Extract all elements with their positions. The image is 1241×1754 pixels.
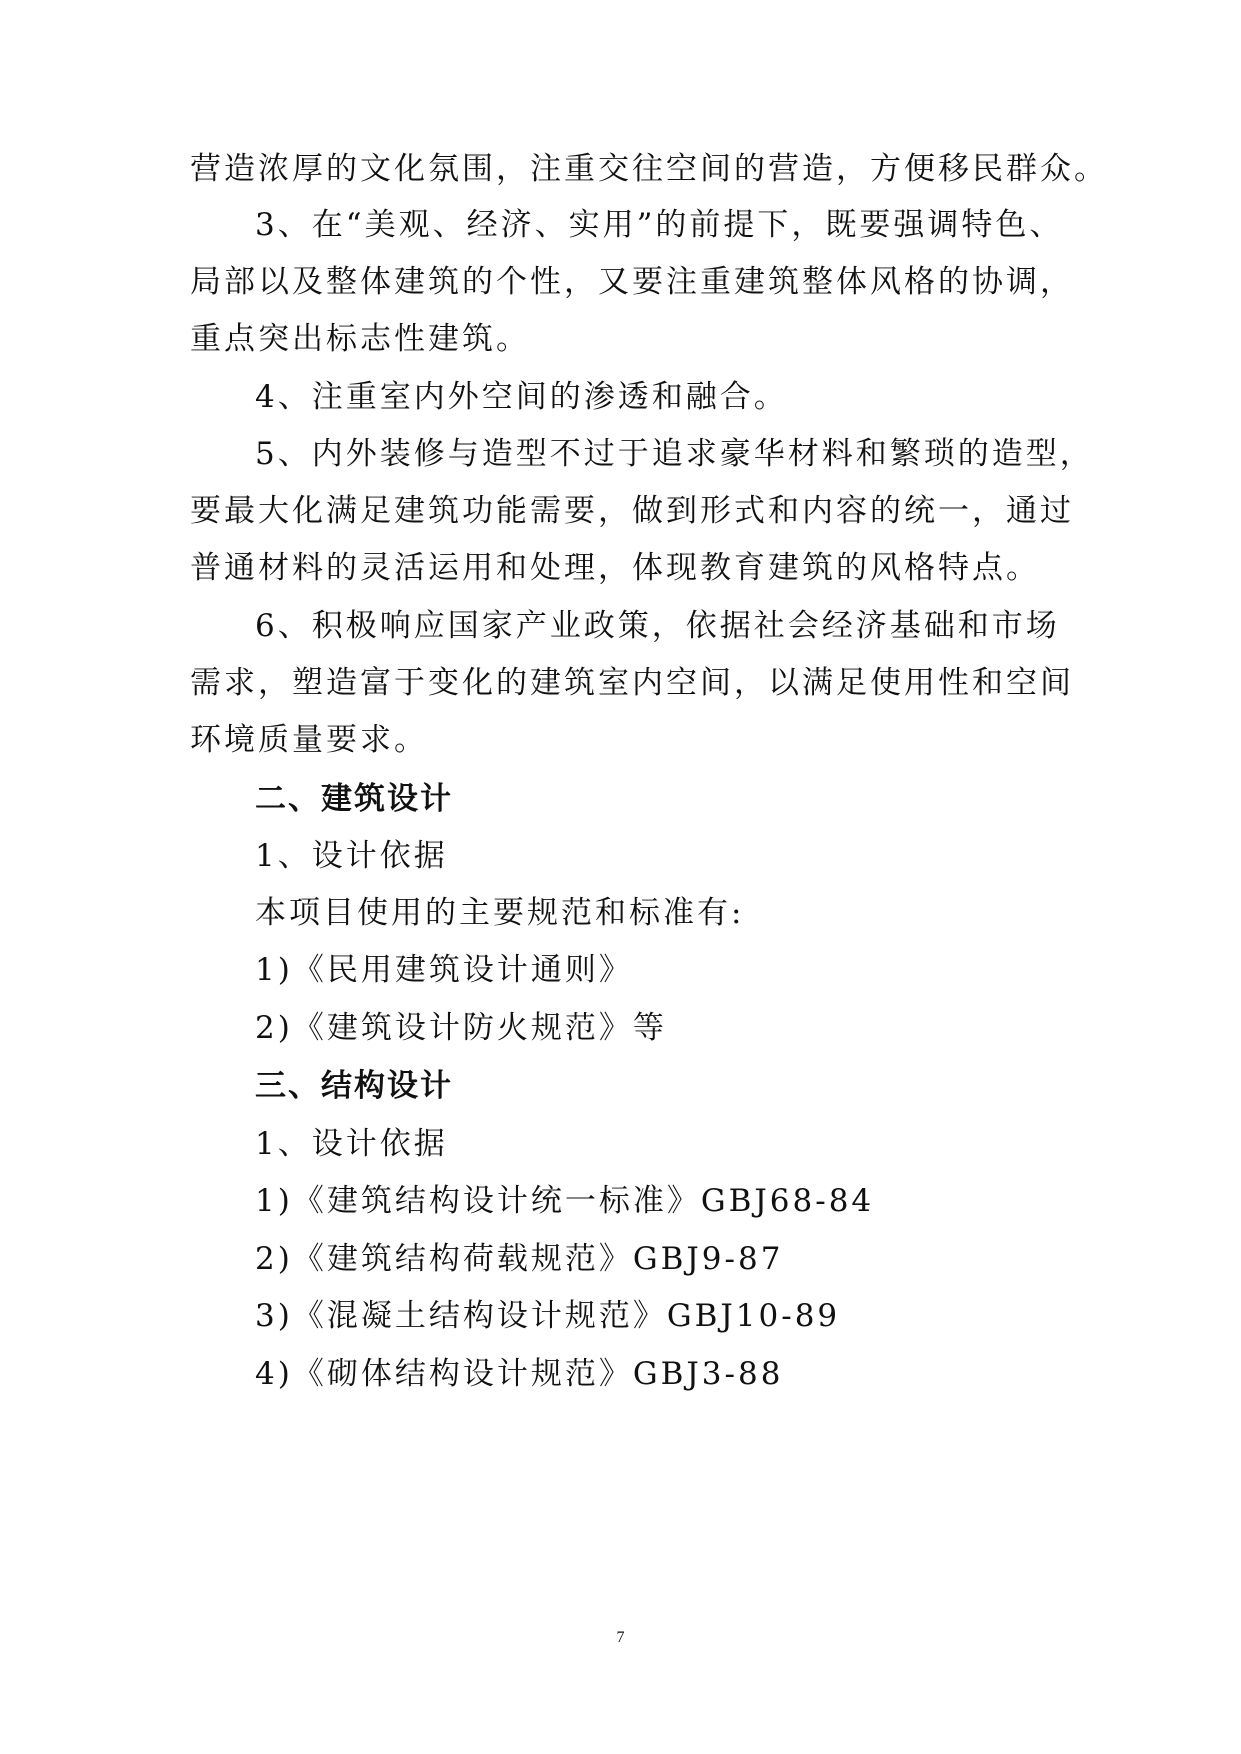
section-heading-architecture: 二、建筑设计 [255,781,453,817]
body-line-7: 要最大化满足建筑功能需要，做到形式和内容的统一，通过 [190,493,1074,529]
standard-item-1: 1)《民用建筑设计通则》 [255,952,633,988]
body-line-3: 局部以及整体建筑的个性，又要注重建筑整体风格的协调， [190,264,1074,300]
body-line-11: 环境质量要求。 [190,722,428,758]
body-line-10: 需求，塑造富于变化的建筑室内空间，以满足使用性和空间 [190,665,1074,701]
standard-item-2: 2)《建筑设计防火规范》等 [255,1010,667,1046]
list-item-3: 3、在“美观、经济、实用”的前提下，既要强调特色、 [255,207,1064,243]
structure-standard-item-3: 3)《混凝土结构设计规范》GBJ10-89 [255,1298,841,1334]
section-heading-structure: 三、结构设计 [255,1068,453,1104]
structure-standard-item-2: 2)《建筑结构荷载规范》GBJ9-87 [255,1241,784,1277]
list-item-6: 6、积极响应国家产业政策，依据社会经济基础和市场 [255,608,1060,644]
subheading-design-basis-1: 1、设计依据 [255,838,448,874]
structure-standard-item-1: 1)《建筑结构设计统一标准》GBJ68-84 [255,1183,875,1219]
standards-intro: 本项目使用的主要规范和标准有: [255,895,745,931]
body-line-4: 重点突出标志性建筑。 [190,321,530,357]
page-number: 7 [616,1629,625,1646]
list-item-5: 5、内外装修与造型不过于追求豪华材料和繁琐的造型， [255,436,1094,472]
body-line-8: 普通材料的灵活运用和处理，体现教育建筑的风格特点。 [190,550,1040,586]
structure-standard-item-4: 4)《砌体结构设计规范》GBJ3-88 [255,1356,784,1392]
list-item-4: 4、注重室内外空间的渗透和融合。 [255,379,788,415]
body-line-1: 营造浓厚的文化氛围，注重交往空间的营造，方便移民群众。 [190,151,1108,187]
subheading-design-basis-2: 1、设计依据 [255,1126,448,1162]
